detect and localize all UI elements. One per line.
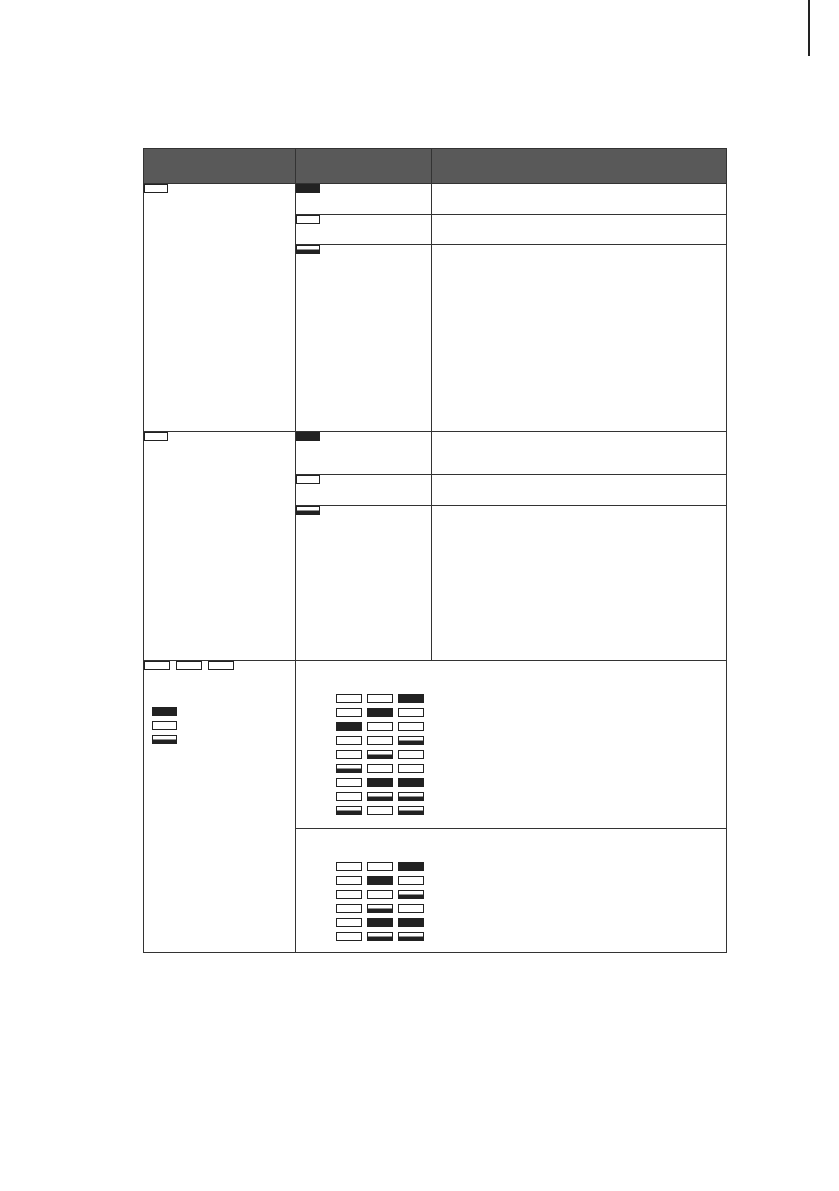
indicator-icon bbox=[367, 932, 393, 941]
indicator-status-table bbox=[143, 148, 727, 953]
indicator-icon bbox=[367, 736, 393, 745]
description-cell bbox=[432, 475, 727, 506]
indicator-icon bbox=[398, 862, 424, 871]
indicator-icon bbox=[336, 890, 362, 899]
indicator-icon bbox=[398, 918, 424, 927]
indicator-icon bbox=[296, 245, 320, 254]
indicator-icon bbox=[367, 694, 393, 703]
indicator-icon bbox=[296, 506, 320, 515]
indicator-icon bbox=[398, 890, 424, 899]
header-cell-1 bbox=[144, 149, 296, 184]
table-row bbox=[144, 184, 727, 215]
indicator-icon bbox=[296, 215, 320, 224]
indicator-icon bbox=[296, 184, 320, 193]
indicator-icon bbox=[398, 792, 424, 801]
indicator-icon bbox=[367, 750, 393, 759]
indicator-icon bbox=[336, 932, 362, 941]
indicator-icon bbox=[336, 792, 362, 801]
indicator-icon bbox=[336, 806, 362, 815]
indicator-icon bbox=[152, 707, 177, 716]
state-cell bbox=[296, 245, 432, 432]
indicator-icon bbox=[336, 862, 362, 871]
indicator-icon bbox=[398, 736, 424, 745]
header-cell-2 bbox=[296, 149, 432, 184]
pattern-cell-bottom bbox=[296, 829, 727, 953]
state-cell bbox=[296, 215, 432, 245]
indicator-icon bbox=[336, 918, 362, 927]
state-cell bbox=[296, 506, 432, 661]
indicator-icon bbox=[367, 764, 393, 773]
indicator-icon bbox=[367, 806, 393, 815]
indicator-icon bbox=[144, 184, 168, 193]
indicator-legend bbox=[152, 707, 295, 744]
section-c-key-cell bbox=[144, 661, 296, 953]
table-row bbox=[144, 661, 727, 829]
state-cell bbox=[296, 475, 432, 506]
header-cell-3 bbox=[432, 149, 727, 184]
table-header-row bbox=[144, 149, 727, 184]
indicator-icon bbox=[336, 722, 362, 731]
indicator-icon bbox=[398, 932, 424, 941]
indicator-icon bbox=[398, 764, 424, 773]
indicator-icon bbox=[367, 890, 393, 899]
description-cell bbox=[432, 245, 727, 432]
description-cell bbox=[432, 506, 727, 661]
indicator-icon bbox=[367, 876, 393, 885]
indicator-icon bbox=[336, 778, 362, 787]
indicator-icon bbox=[367, 904, 393, 913]
state-cell bbox=[296, 432, 432, 475]
indicator-icon bbox=[367, 792, 393, 801]
indicator-icon bbox=[398, 778, 424, 787]
indicator-pattern-grid bbox=[336, 862, 726, 941]
indicator-icon bbox=[336, 876, 362, 885]
description-cell bbox=[432, 215, 727, 245]
indicator-icon bbox=[296, 432, 320, 441]
indicator-icon bbox=[398, 722, 424, 731]
indicator-icon bbox=[336, 764, 362, 773]
indicator-icon bbox=[367, 778, 393, 787]
indicator-icon bbox=[367, 708, 393, 717]
indicator-icon bbox=[398, 806, 424, 815]
indicator-icon bbox=[336, 736, 362, 745]
pattern-cell-top bbox=[296, 661, 727, 829]
indicator-icon bbox=[367, 862, 393, 871]
indicator-icon bbox=[336, 904, 362, 913]
indicator-icon bbox=[152, 735, 177, 744]
indicator-combination bbox=[144, 661, 295, 670]
indicator-icon bbox=[336, 708, 362, 717]
indicator-icon bbox=[367, 918, 393, 927]
indicator-icon bbox=[398, 694, 424, 703]
indicator-icon bbox=[336, 694, 362, 703]
indicator-icon bbox=[336, 750, 362, 759]
indicator-icon bbox=[398, 750, 424, 759]
indicator-icon bbox=[398, 876, 424, 885]
indicator-icon bbox=[144, 432, 168, 441]
table-row bbox=[144, 432, 727, 475]
section-b-key-cell bbox=[144, 432, 296, 661]
indicator-pattern-grid bbox=[336, 694, 726, 815]
section-a-key-cell bbox=[144, 184, 296, 432]
description-cell bbox=[432, 432, 727, 475]
indicator-icon bbox=[296, 475, 320, 484]
indicator-icon bbox=[398, 904, 424, 913]
description-cell bbox=[432, 184, 727, 215]
page-margin-rule bbox=[808, 0, 810, 56]
indicator-icon bbox=[208, 661, 234, 670]
indicator-icon bbox=[398, 708, 424, 717]
state-cell bbox=[296, 184, 432, 215]
indicator-icon bbox=[176, 661, 202, 670]
indicator-icon bbox=[367, 722, 393, 731]
indicator-icon bbox=[144, 661, 170, 670]
indicator-icon bbox=[152, 721, 177, 730]
